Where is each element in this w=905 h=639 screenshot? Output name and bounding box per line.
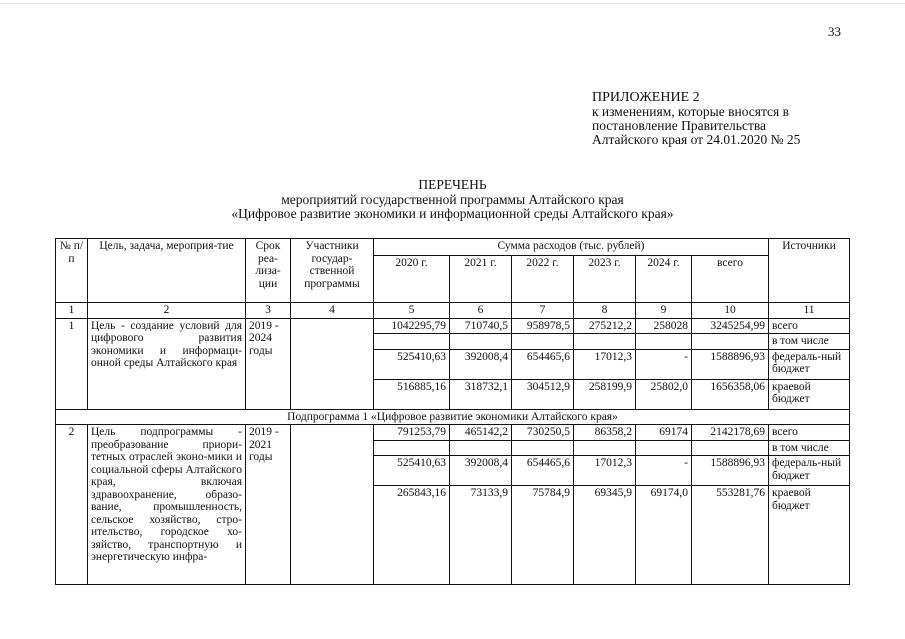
value-2022: 730250,5 (512, 425, 574, 441)
title-line: ПЕРЕЧЕНЬ (418, 177, 487, 192)
value-2022 (512, 334, 574, 350)
table-row (56, 318, 850, 334)
header-year-2022: 2022 г. (512, 256, 574, 303)
value-2023: 17012,3 (574, 456, 636, 486)
value-2024: - (636, 349, 692, 379)
value-2023: 275212,2 (574, 318, 636, 334)
value-total: 3245254,99 (692, 318, 769, 334)
column-number: 11 (769, 303, 850, 319)
row-goal: Цель - создание условий для цифрового развития экономики и информаци-онной среды Алтайского края (88, 318, 246, 409)
header-year-2021: 2021 г. (450, 256, 512, 303)
header-sum: Сумма расходов (тыс. рублей) (374, 239, 769, 256)
measures-table (55, 238, 850, 585)
appendix-heading: ПРИЛОЖЕНИЕ 2 (592, 90, 700, 105)
value-total (692, 334, 769, 350)
value-2021: 73133,9 (450, 486, 512, 585)
value-2023: 86358,2 (574, 425, 636, 441)
column-number: 9 (636, 303, 692, 319)
value-total: 553281,76 (692, 486, 769, 585)
value-2023: 69345,9 (574, 486, 636, 585)
header-year-2020: 2020 г. (374, 256, 450, 303)
value-2020 (374, 440, 450, 456)
header-total: всего (692, 256, 769, 303)
table-row (56, 425, 850, 441)
value-2024: - (636, 456, 692, 486)
value-2024: 258028 (636, 318, 692, 334)
value-2023 (574, 334, 636, 350)
value-2021: 392008,4 (450, 456, 512, 486)
source-label: всего (769, 318, 850, 334)
appendix-block (592, 91, 800, 147)
value-2020: 265843,16 (374, 486, 450, 585)
value-2022 (512, 440, 574, 456)
column-number: 1 (56, 303, 88, 319)
header-goal: Цель, задача, мероприя-тие (88, 239, 246, 303)
subprogram-heading: Подпрограмма 1 «Цифровое развитие экономики Алтайского края» (56, 409, 850, 425)
source-label: федераль-ный бюджет (769, 349, 850, 379)
value-2021: 710740,5 (450, 318, 512, 334)
value-2022: 958978,5 (512, 318, 574, 334)
column-number: 6 (450, 303, 512, 319)
section-row (56, 409, 850, 425)
column-number: 8 (574, 303, 636, 319)
header-row (56, 239, 850, 256)
value-total (692, 440, 769, 456)
value-2023: 258199,9 (574, 379, 636, 409)
title-line: мероприятий государственной программы Алтайского края (281, 191, 624, 207)
value-2020: 1042295,79 (374, 318, 450, 334)
header-num: № п/п (56, 239, 88, 303)
value-total: 1588896,93 (692, 456, 769, 486)
column-number: 2 (88, 303, 246, 319)
source-label: краевой бюджет (769, 486, 850, 585)
value-2024: 25802,0 (636, 379, 692, 409)
appendix-line: постановление Правительства (592, 118, 767, 133)
column-number: 7 (512, 303, 574, 319)
column-number: 3 (246, 303, 291, 319)
value-2021: 392008,4 (450, 349, 512, 379)
header-term: Срок реа-лиза-ции (246, 239, 291, 303)
column-number: 10 (692, 303, 769, 319)
row-goal: Цель подпрограммы - преобразование приори-тетных отраслей эконо-мики и социальной сферы Алтайского края, включая здравоохранение, образо-вание, промышленность, сельское хозяйство, стро-ительство, городское хо-зяйство, транспортную и энергетическую инфра- (88, 425, 246, 585)
value-2024 (636, 440, 692, 456)
column-number: 4 (291, 303, 374, 319)
value-2021: 465142,2 (450, 425, 512, 441)
header-year-2023: 2023 г. (574, 256, 636, 303)
column-number-row (56, 303, 850, 319)
header-participants: Участники государ-ственной программы (291, 239, 374, 303)
value-2020: 525410,63 (374, 456, 450, 486)
title-line: «Цифровое развитие экономики и информационной среды Алтайского края» (231, 206, 674, 221)
value-2020: 516885,16 (374, 379, 450, 409)
value-2022: 654465,6 (512, 349, 574, 379)
row-num: 2 (56, 425, 88, 585)
header-sources: Источники (769, 239, 850, 303)
source-label: краевой бюджет (769, 379, 850, 409)
value-2021 (450, 440, 512, 456)
value-total: 1656358,06 (692, 379, 769, 409)
row-term: 2019 - 2024 годы (246, 318, 291, 409)
source-label: федераль-ный бюджет (769, 456, 850, 486)
row-num: 1 (56, 318, 88, 409)
value-2024: 69174 (636, 425, 692, 441)
row-participants (291, 425, 374, 585)
value-total: 2142178,69 (692, 425, 769, 441)
value-2024 (636, 334, 692, 350)
column-number: 5 (374, 303, 450, 319)
row-participants (291, 318, 374, 409)
value-2022: 304512,9 (512, 379, 574, 409)
page-number: 33 (828, 24, 841, 39)
value-2020 (374, 334, 450, 350)
document-title (0, 178, 905, 222)
value-2024: 69174,0 (636, 486, 692, 585)
source-label: в том числе (769, 334, 850, 350)
scan-edge-line (0, 3, 905, 4)
source-label: всего (769, 425, 850, 441)
value-2020: 791253,79 (374, 425, 450, 441)
value-total: 1588896,93 (692, 349, 769, 379)
value-2022: 654465,6 (512, 456, 574, 486)
value-2021 (450, 334, 512, 350)
value-2022: 75784,9 (512, 486, 574, 585)
appendix-line: Алтайского края от 24.01.2020 № 25 (592, 132, 801, 147)
source-label: в том числе (769, 440, 850, 456)
header-year-2024: 2024 г. (636, 256, 692, 303)
appendix-line: к изменениям, которые вносятся в (592, 104, 790, 119)
value-2020: 525410,63 (374, 349, 450, 379)
value-2021: 318732,1 (450, 379, 512, 409)
value-2023 (574, 440, 636, 456)
row-term: 2019 - 2021 годы (246, 425, 291, 585)
value-2023: 17012,3 (574, 349, 636, 379)
